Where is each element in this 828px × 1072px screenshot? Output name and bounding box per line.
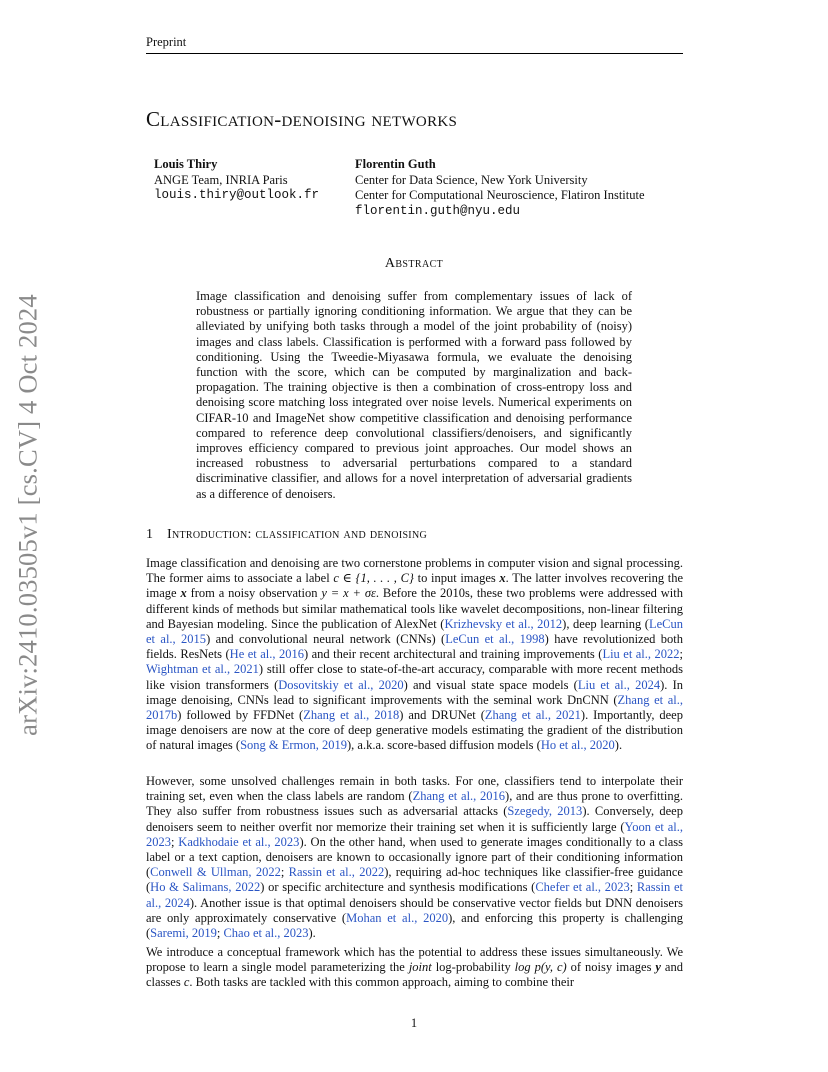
author-affiliation: Center for Data Science, New York University [355, 172, 588, 187]
citation-link[interactable]: Zhang et al., 2017b [146, 692, 683, 723]
abstract-heading: Abstract [384, 256, 444, 271]
citation-link[interactable]: Chao et al., 2023 [223, 926, 309, 941]
paper-title-text: Classification-denoising networks [146, 107, 458, 131]
author-email[interactable]: florentin.guth@nyu.edu [355, 203, 521, 218]
inline-math: c ∈ {1, . . . , C} [333, 571, 414, 586]
citation-link[interactable]: Krizhevsky et al., 2012 [444, 616, 563, 631]
citation-link[interactable]: Conwell & Ullman, 2022 [150, 865, 281, 880]
citation-link[interactable]: Kadkhodaie et al., 2023 [178, 834, 300, 849]
citation-link[interactable]: Zhang et al., 2021 [484, 708, 581, 723]
citation-link[interactable]: Szegedy, 2013 [507, 804, 583, 819]
paper-title [146, 107, 457, 132]
citation-link[interactable]: Saremi, 2019 [150, 926, 217, 941]
abstract-text: Image classification and denoising suffer from complementary issues of lack of robustness or partially ignoring conditioning information. We argue that they can be alleviated by unifying both tasks through a model of the joint probability of (noisy) images and class labels. Classification is performed with a forward pass followed by conditioning. Using the Tweedie-Miyasawa formula, we evaluate the denoising function with the score, which can be computed by marginalization and back-propagation. The training objective is then a combination of cross-entropy loss and denoising score matching loss integrated over noise levels. Numerical experiments on CIFAR-10 and ImageNet show competitive classification and denoising performance compared to reference deep convolutional classifiers/denoisers, and significantly improves efficiency compared to previous joint approaches. Our model shows an increased robustness to adversarial perturbations compared to a standard discriminative classifier, and allows for a novel interpretation of adversarial gradients as a difference of denoisers. [196, 289, 632, 501]
citation-link[interactable]: He et al., 2016 [229, 647, 304, 662]
body-paragraph: However, some unsolved challenges remain in both tasks. For one, classifiers tend to interpolate their training set, even when the class labels are random (Zhang et al., 2016), and are thus prone to overfitting. They also suffer from robustness issues such as adversarial attacks (Szegedy, 2013). Conversely, deep denoisers seem to neither overfit nor memorize their training set when it is sufficiently large (Yoon et al., 2023; Kadkhodaie et al., 2023). On the other hand, when used to generate images conditionally to a class label or a text caption, denoisers are known to occasionally ignore part of their conditioning information (Conwell & Ullman, 2022; Rassin et al., 2022), requiring ad-hoc techniques like classifier-free guidance (Ho & Salimans, 2022) or specific architecture and synthesis modifications (Chefer et al., 2023; Rassin et al., 2024). Another issue is that optimal denoisers should be conservative vector fields but DNN denoisers are only approximately conservative (Mohan et al., 2020), and enforcing this property is challenging (Saremi, 2019; Chao et al., 2023). [146, 774, 684, 941]
citation-link[interactable]: Zhang et al., 2018 [303, 708, 400, 723]
citation-link[interactable]: Ho & Salimans, 2022 [150, 880, 261, 895]
citation-link[interactable]: Liu et al., 2024 [577, 677, 661, 692]
arxiv-stamp [8, 294, 48, 736]
running-head: Preprint [146, 35, 187, 49]
citation-link[interactable]: Mohan et al., 2020 [346, 910, 449, 925]
citation-link[interactable]: Rassin et al., 2022 [288, 865, 385, 880]
citation-link[interactable]: Chefer et al., 2023 [535, 880, 630, 895]
author-block-2 [355, 157, 645, 219]
author-name: Florentin Guth [355, 157, 436, 171]
section-number: 1 [146, 527, 153, 542]
author-affiliation: Center for Computational Neuroscience, Flatiron Institute [355, 188, 645, 202]
inline-math: y [655, 960, 661, 975]
citation-link[interactable]: Dosovitskiy et al., 2020 [278, 677, 404, 692]
citation-link[interactable]: Ho et al., 2020 [540, 738, 615, 753]
inline-math: x [499, 571, 506, 586]
body-paragraph: We introduce a conceptual framework which has the potential to address these issues simultaneously. We propose to learn a single model parameterizing the joint log-probability log p(y, c) of noisy images y and classes c. Both tasks are tackled with this common approach, aiming to combine their [146, 945, 683, 990]
inline-math: x [180, 586, 187, 601]
author-email[interactable]: louis.thiry@outlook.fr [154, 188, 320, 202]
citation-link[interactable]: Song & Ermon, 2019 [240, 738, 348, 753]
citation-link[interactable]: LeCun et al., 2015 [146, 616, 683, 647]
citation-link[interactable]: Zhang et al., 2016 [412, 789, 506, 804]
header-rule [146, 53, 683, 54]
citation-link[interactable]: Liu et al., 2022 [602, 647, 680, 662]
inline-math: c [183, 975, 190, 990]
author-affiliation: ANGE Team, INRIA Paris [154, 172, 288, 187]
section-title: Introduction: classification and denoising [167, 527, 427, 542]
citation-link[interactable]: Rassin et al., 2024 [146, 880, 683, 910]
inline-math: log p(y, c) [514, 960, 567, 975]
section-heading [146, 527, 427, 543]
author-block-1 [154, 157, 319, 204]
body-paragraph: Image classification and denoising are two cornerstone problems in computer vision and signal processing. The former aims to associate a label c ∈ {1, . . . , C} to input images x. The latter involves recovering the image x from a noisy observation y = x + σε. Before the 2010s, these two problems were addressed with different kinds of methods but similar mathematical tools like wavelet decompositions, non-linear filtering and Bayesian modeling. Since the publication of AlexNet (Krizhevsky et al., 2012), deep learning (LeCun et al., 2015) and convolutional neural network (CNNs) (LeCun et al., 1998) have revolutionized both fields. ResNets (He et al., 2016) and their recent architectural and training improvements (Liu et al., 2022; Wightman et al., 2021) still offer close to state-of-the-art accuracy, comparable with more recent methods like vision transformers (Dosovitskiy et al., 2020) and visual state space models (Liu et al., 2024). In image denoising, CNNs lead to significant improvements with the seminal work DnCNN (Zhang et al., 2017b) followed by FFDNet (Zhang et al., 2018) and DRUNet (Zhang et al., 2021). Importantly, deep image denoisers are now at the core of deep generative models estimating the gradient of the distribution of natural images (Song & Ermon, 2019), a.k.a. score-based diffusion models (Ho et al., 2020). [146, 556, 684, 753]
citation-link[interactable]: Yoon et al., 2023 [146, 819, 683, 849]
arxiv-identifier: arXiv:2410.03505v1 [cs.CV] 4 Oct 2024 [12, 294, 43, 736]
citation-link[interactable]: Wightman et al., 2021 [146, 662, 259, 677]
author-name: Louis Thiry [154, 157, 218, 171]
emphasis: joint [408, 960, 432, 975]
citation-link[interactable]: LeCun et al., 1998 [445, 632, 545, 647]
page-number: 1 [410, 1016, 418, 1030]
inline-math: y = x + σε [321, 586, 376, 601]
